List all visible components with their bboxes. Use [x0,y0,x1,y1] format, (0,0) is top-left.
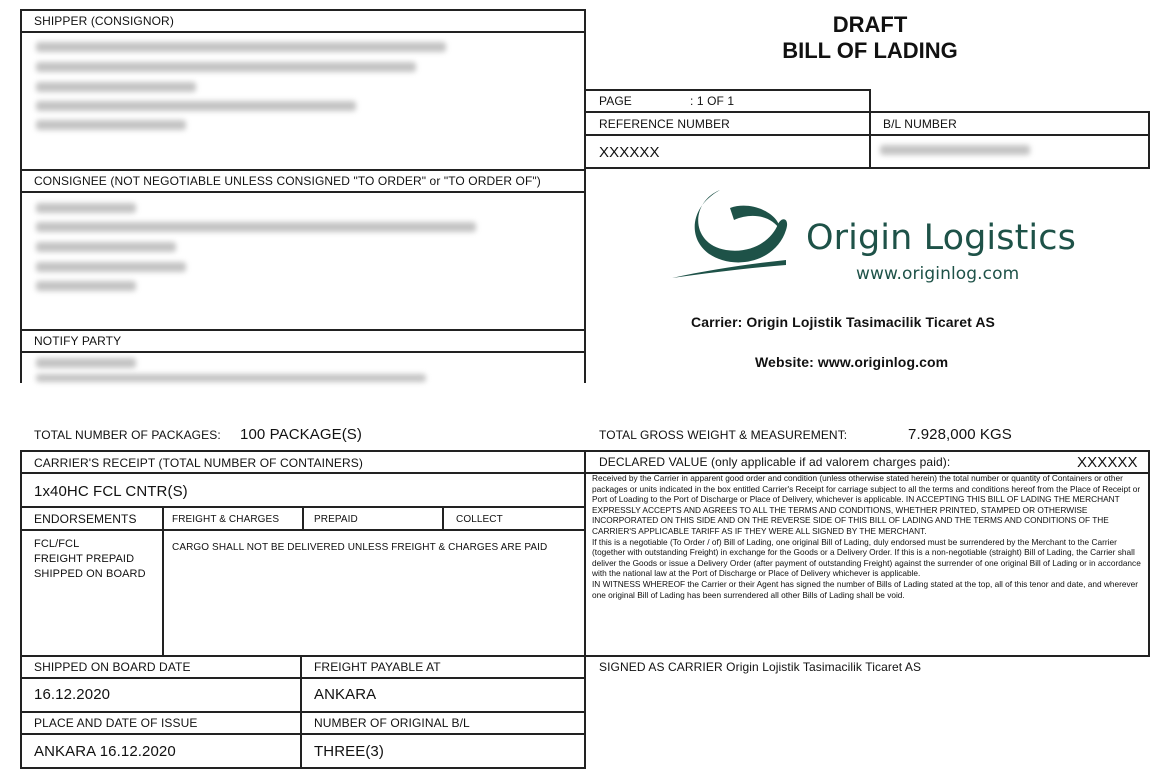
origin-logistics-logo-icon [668,186,808,282]
notify-label: NOTIFY PARTY [34,334,122,348]
freight-payable-label: FREIGHT PAYABLE AT [314,660,441,674]
shipper-label: SHIPPER (CONSIGNOR) [34,14,174,28]
page-label: PAGE [599,94,632,108]
cargo-note: CARGO SHALL NOT BE DELIVERED UNLESS FREIGHT & CHARGES ARE PAID [172,542,548,553]
weight-label: TOTAL GROSS WEIGHT & MEASUREMENT: [599,428,848,442]
carriers-receipt-label: CARRIER'S RECEIPT (TOTAL NUMBER OF CONTAINERS) [34,456,363,470]
bl-number-label: B/L NUMBER [883,117,957,131]
reference-label: REFERENCE NUMBER [599,117,730,131]
place-issue-label: PLACE AND DATE OF ISSUE [34,716,198,730]
carriers-receipt-value: 1x40HC FCL CNTR(S) [34,483,188,500]
originals-value: THREE(3) [314,743,384,760]
carrier-website: Website: www.originlog.com [755,354,949,370]
logo-url: www.originlog.com [856,264,1020,284]
packages-value: 100 PACKAGE(S) [240,426,363,443]
document-subtitle: BILL OF LADING [782,38,958,63]
terms-paragraph: If this is a negotiable (To Order / of) Bill of Lading, one original Bill of Lading, duly endorsed must be surrendered by the Merchant to the Carrier (together with outstanding Freight) in exchange for the Goods or a Delivery Order. If this is a non-negotiable (straight) Bill of Lading, the Carrier shall deliver the Goods or issue a Delivery Order (after payment of outstanding Freight) against the surrender of one original Bill of Lading or in accordance with the national law at the Port of Discharge or Place of Delivery whichever is applicable. [592,536,1141,579]
terms-paragraph: IN WITNESS WHEREOF the Carrier or their Agent has signed the number of Bills of Lading stated at the top, all of this tenor and date, and wherever one original Bill of Lading has been surrendered all other Bills of Lading shall be void. [592,578,1139,600]
declared-value-label: DECLARED VALUE (only applicable if ad valorem charges paid): [599,455,951,469]
endorsement-line: FREIGHT PREPAID [34,553,135,565]
packages-label: TOTAL NUMBER OF PACKAGES: [34,428,221,442]
freight-charges-label: FREIGHT & CHARGES [172,514,280,525]
endorsements-label: ENDORSEMENTS [34,512,137,526]
shipped-on-board-value: 16.12.2020 [34,686,111,703]
reference-value: XXXXXX [599,144,660,161]
prepaid-label: PREPAID [314,514,358,525]
freight-payable-value: ANKARA [314,686,377,703]
page-value: : 1 OF 1 [690,94,735,108]
shipped-on-board-label: SHIPPED ON BOARD DATE [34,660,191,674]
collect-label: COLLECT [456,514,503,525]
logo-company-name: Origin Logistics [806,218,1076,258]
bl-number-redacted [880,145,1030,155]
signed-as-carrier: SIGNED AS CARRIER Origin Lojistik Tasimacilik Ticaret AS [599,660,922,674]
carrier-name: Carrier: Origin Lojistik Tasimacilik Ticaret AS [691,314,995,330]
declared-value-value: XXXXXX [1077,454,1138,471]
terms-and-conditions [592,473,1148,653]
endorsement-line: FCL/FCL [34,538,80,550]
originals-label: NUMBER OF ORIGINAL B/L [314,716,470,730]
place-issue-value: ANKARA 16.12.2020 [34,743,176,760]
document-title: DRAFT [832,12,908,37]
endorsement-line: SHIPPED ON BOARD [34,568,146,580]
terms-paragraph: Received by the Carrier in apparent good order and condition (unless otherwise stated herein) the total number or quantity of Containers or other packages or units indicated in the box entitled Carrier's Receipt for carriage subject to all the terms and conditions hereof from the Place of Receipt or Port of Loading to the Port of Discharge or Place of Delivery, whichever is applicable. IN ACCEPTING THIS BILL OF LADING THE MERCHANT EXPRESSLY ACCEPTS AND AGREES TO ALL THE TERMS AND CONDITIONS, WHETHER PRINTED, STAMPED OR OTHERWISE INCORPORATED ON THIS SIDE AND ON THE REVERSE SIDE OF THIS BILL OF LADING AND THE TERMS AND CONDITIONS OF THE CARRIER'S APPLICABLE TARIFF AS IF THEY WERE ALL SIGNED BY THE MERCHANT. [592,473,1141,536]
consignee-label: CONSIGNEE (NOT NEGOTIABLE UNLESS CONSIGNED "TO ORDER" or "TO ORDER OF") [34,174,541,188]
weight-value: 7.928,000 KGS [908,426,1012,443]
